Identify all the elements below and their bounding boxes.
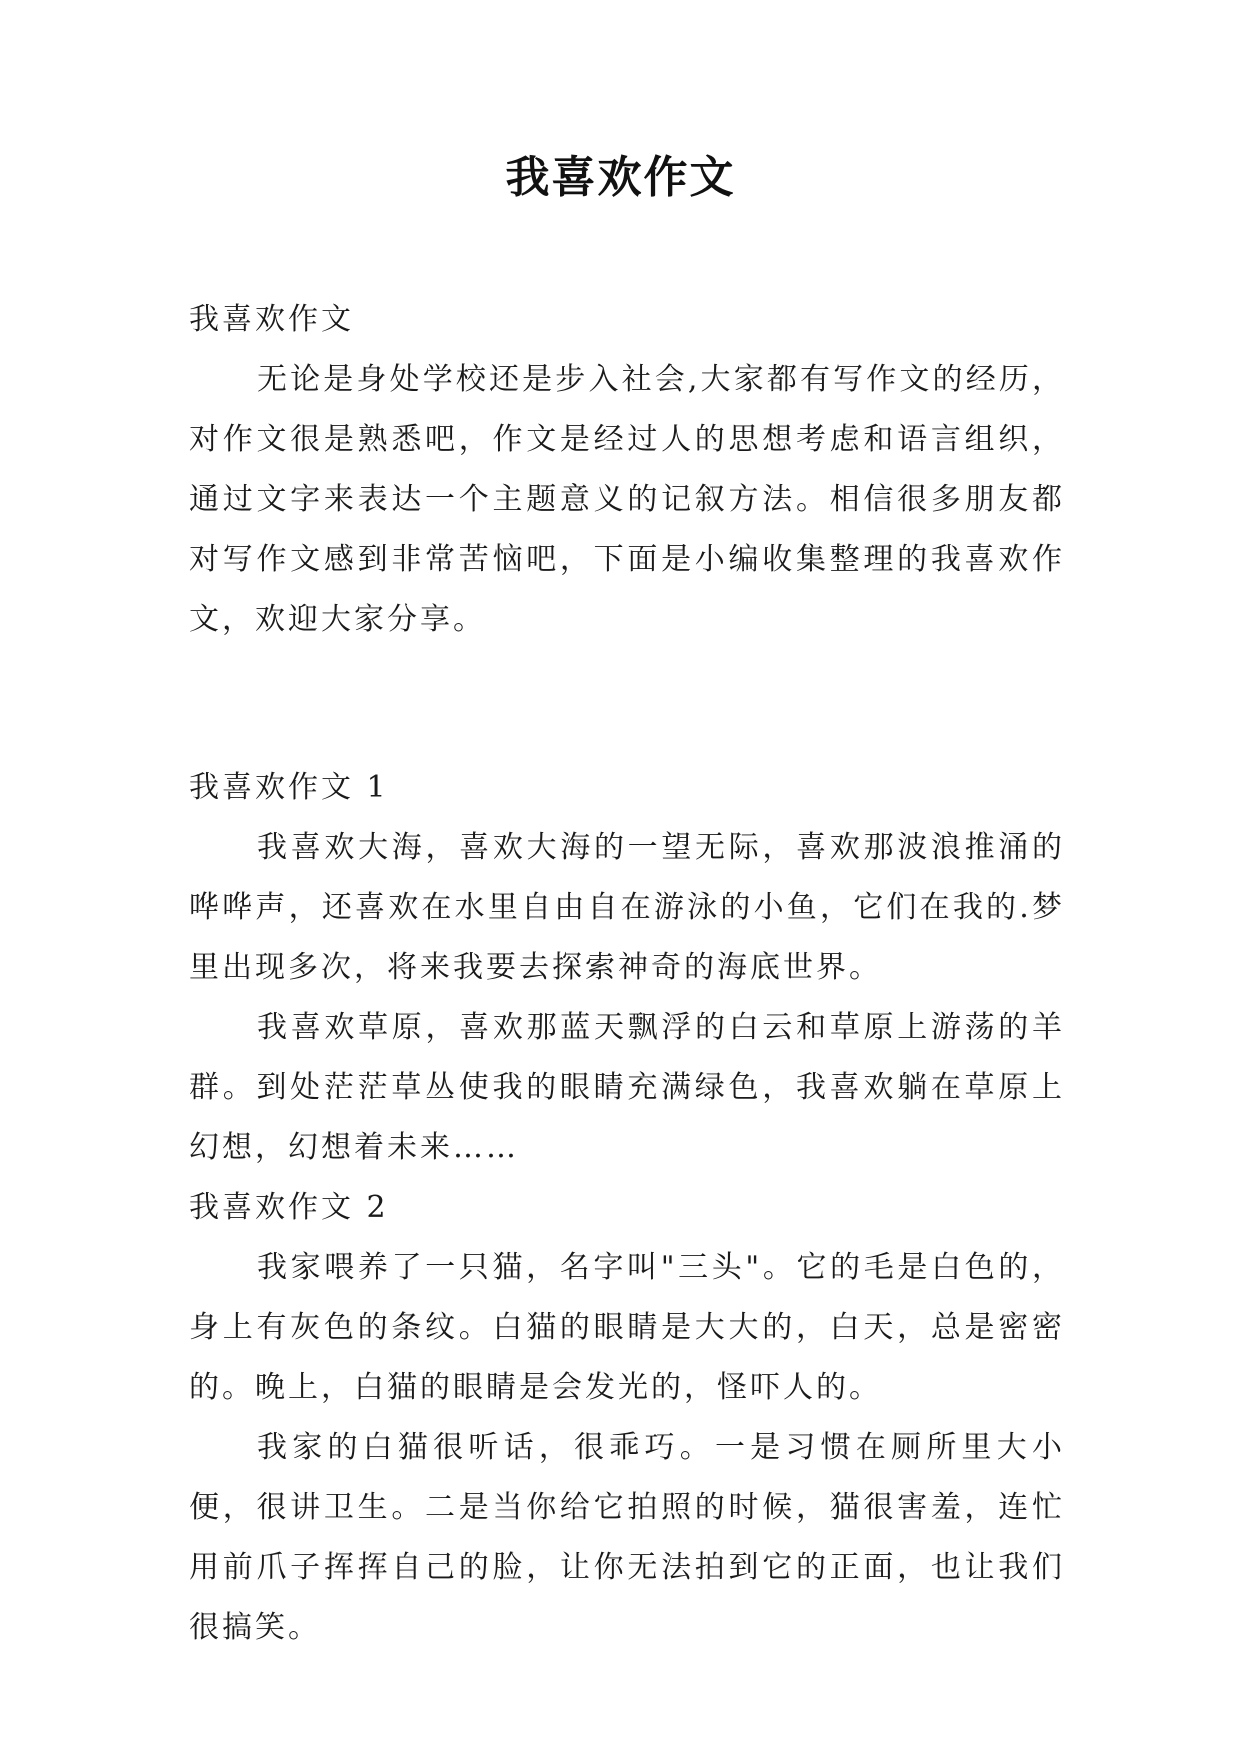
section-heading: 我喜欢作文 1	[189, 770, 389, 805]
section-spacer	[189, 650, 1065, 758]
section-paragraph: 我喜欢大海，喜欢大海的一望无际，喜欢那波浪推涌的哗哗声，还喜欢在水里自由自在游泳的小鱼，它们在我的.梦里出现多次，将来我要去探索神奇的海底世界。	[189, 830, 1065, 985]
section-2	[189, 1178, 1065, 1658]
document-title: 我喜欢作文	[505, 152, 736, 203]
section-paragraph: 我家喂养了一只猫，名字叫"三头"。它的毛是白色的，身上有灰色的条纹。白猫的眼睛是大大的，白天，总是密密的。晚上，白猫的眼睛是会发光的，怪吓人的。	[189, 1250, 1065, 1405]
intro-heading: 我喜欢作文	[189, 302, 354, 337]
intro-paragraph: 无论是身处学校还是步入社会,大家都有写作文的经历，对作文很是熟悉吧，作文是经过人的思想考虑和语言组织，通过文字来表达一个主题意义的记叙方法。相信很多朋友都对写作文感到非常苦恼吧，下面是小编收集整理的我喜欢作文，欢迎大家分享。	[189, 362, 1065, 637]
section-heading: 我喜欢作文 2	[189, 1190, 389, 1225]
document-body	[189, 290, 1065, 1658]
section-paragraph: 我家的白猫很听话，很乖巧。一是习惯在厕所里大小便，很讲卫生。二是当你给它拍照的时候，猫很害羞，连忙用前爪子挥挥自己的脸，让你无法拍到它的正面，也让我们很搞笑。	[189, 1430, 1065, 1645]
section-paragraph: 我喜欢草原，喜欢那蓝天飘浮的白云和草原上游荡的羊群。到处茫茫草丛使我的眼睛充满绿色，我喜欢躺在草原上幻想，幻想着未来……	[189, 1010, 1065, 1165]
section-1	[189, 758, 1065, 1178]
